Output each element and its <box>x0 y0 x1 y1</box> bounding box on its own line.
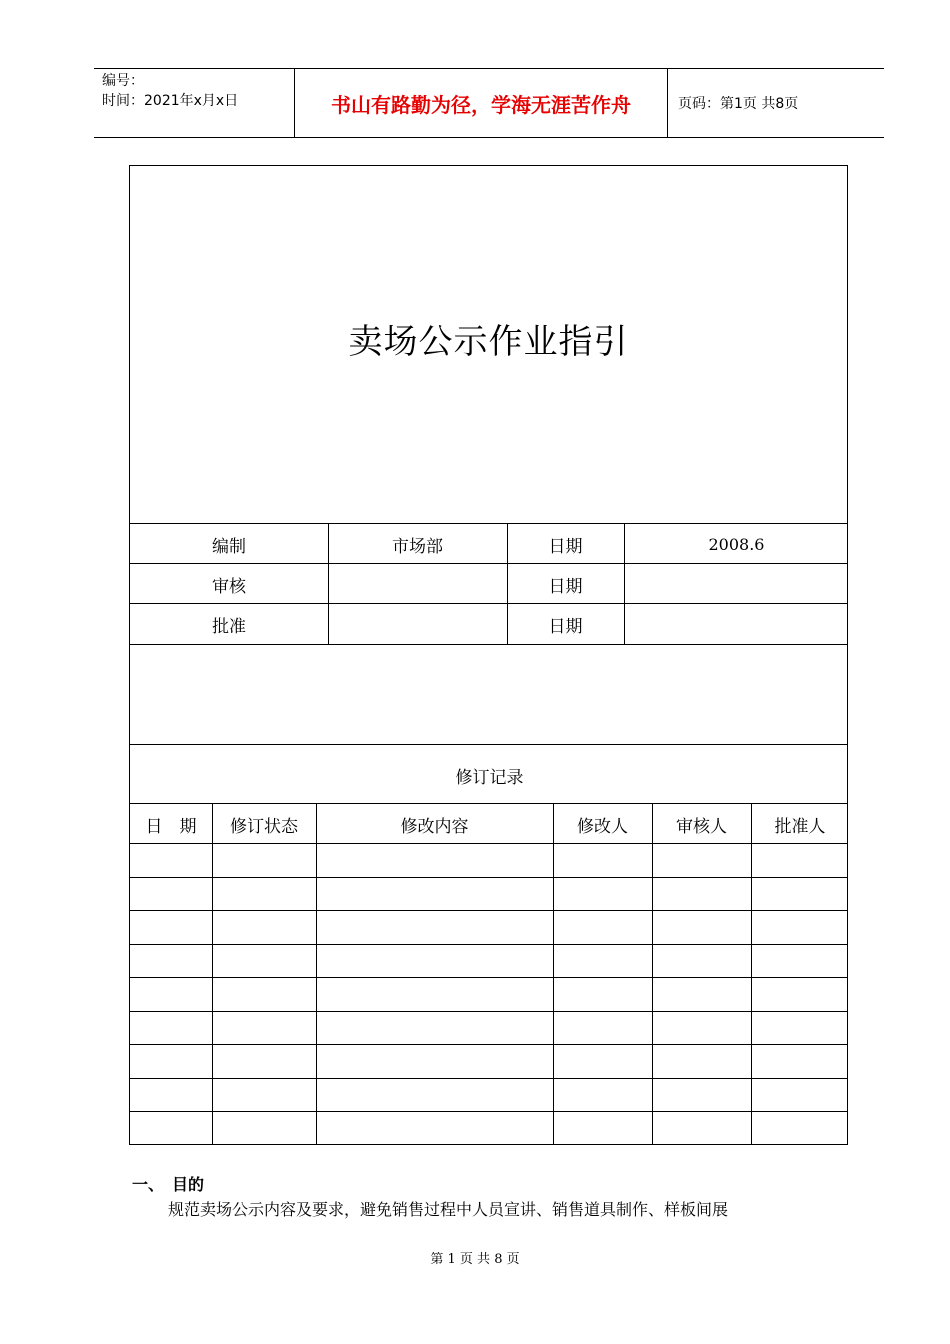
table-row <box>130 843 847 844</box>
approval-label-review: 审核 <box>212 576 246 597</box>
header-motto: 书山有路勤为径，学海无涯苦作舟 <box>294 69 668 137</box>
table-row <box>130 1111 847 1112</box>
approval-value-review <box>328 564 507 604</box>
table-row <box>130 910 847 911</box>
approval-date-value: 2008.6 <box>708 534 765 554</box>
header-page-number: 页码：第1页 共8页 <box>678 96 799 112</box>
revision-col-approver: 批准人 <box>774 816 826 837</box>
time-label: 时间：2021年x月x日 <box>102 93 239 109</box>
revision-col-content: 修改内容 <box>400 816 469 837</box>
document-title: 卖场公示作业指引 <box>348 322 629 362</box>
revision-col-date: 日 期 <box>145 816 197 837</box>
code-label: 编号： <box>102 73 144 89</box>
section-paragraph: 规范卖场公示内容及要求，避免销售过程中人员宣讲、销售道具制作、样板间展 <box>168 1200 729 1219</box>
approval-label-compile: 编制 <box>212 536 246 557</box>
revision-col-reviewer: 审核人 <box>676 816 727 837</box>
approval-date-label: 日期 <box>548 576 583 597</box>
table-row <box>130 877 847 878</box>
approval-value-approve <box>328 604 507 644</box>
revision-col-status: 修订状态 <box>230 816 298 837</box>
cover-box <box>129 165 848 1145</box>
header-meta <box>94 69 294 137</box>
table-row <box>130 1044 847 1045</box>
approval-label-approve: 批准 <box>212 616 246 637</box>
table-row <box>130 1011 847 1012</box>
revision-title: 修订记录 <box>455 767 524 788</box>
table-row <box>130 944 847 945</box>
section-heading: 一、 目的 <box>132 1175 205 1194</box>
approval-date-label: 日期 <box>548 616 583 637</box>
page-header <box>94 68 884 138</box>
revision-col-modifier: 修改人 <box>577 816 628 837</box>
approval-date-label: 日期 <box>548 536 583 557</box>
approval-value-compile: 市场部 <box>392 536 443 557</box>
approval-date-value <box>624 564 849 604</box>
table-row <box>130 977 847 978</box>
page-footer: 第 1 页 共 8 页 <box>430 1252 520 1267</box>
table-row <box>130 1078 847 1079</box>
approval-date-value <box>624 604 849 644</box>
